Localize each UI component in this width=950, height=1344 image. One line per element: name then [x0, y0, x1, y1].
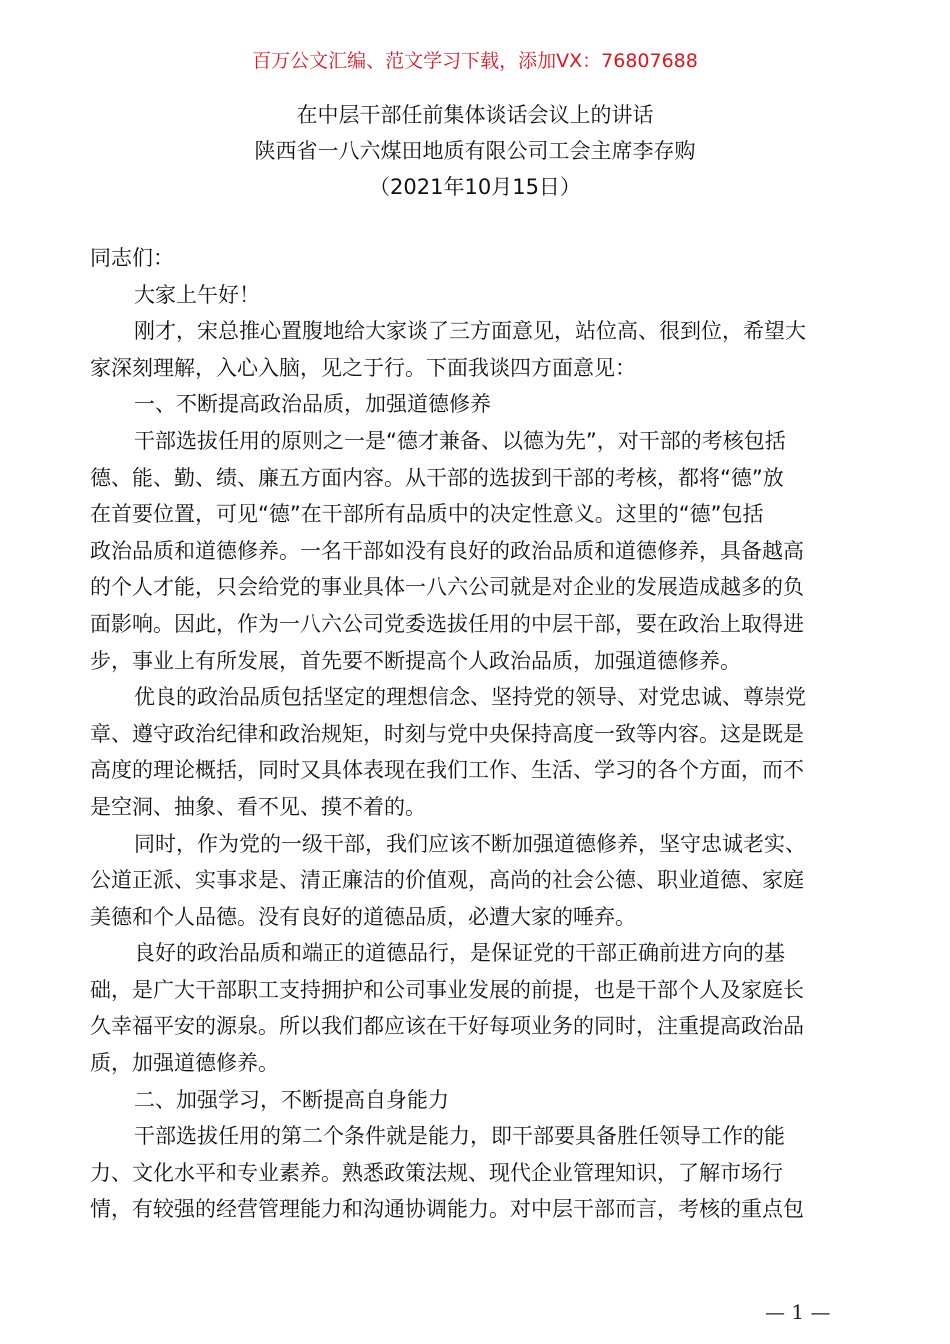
text-line: 同时，作为党的一级干部，我们应该不断加强道德修养，坚守忠诚老实、 [134, 831, 806, 856]
text-line: 刚才，宋总推心置腹地给大家谈了三方面意见，站位高、很到位，希望大 [134, 319, 806, 344]
text-line: 力、文化水平和专业素养。熟悉政策法规、现代企业管理知识，了解市场行 [90, 1160, 783, 1185]
text-line: 同志们： [90, 246, 174, 270]
text-line: 公道正派、实事求是、清正廉洁的价值观，高尚的社会公德、职业道德、家庭 [90, 868, 804, 893]
text-line: 步，事业上有所发展，首先要不断提高个人政治品质，加强道德修养。 [90, 648, 741, 673]
text-line: 美德和个人品德。没有良好的道德品质，必遭大家的唾弃。 [90, 904, 636, 929]
text-line: 面影响。因此，作为一八六公司党委选拔任用的中层干部，要在政治上取得进 [90, 611, 804, 636]
date-line: （2021年10月15日） [369, 175, 581, 199]
text-line: 家深刻理解，入心入脑，见之于行。下面我谈四方面意见： [90, 355, 636, 380]
text-line: 德、能、勤、绩、廉五方面内容。从干部的选拔到干部的考核，都将“德”放 [90, 465, 784, 490]
text-line: 干部选拔任用的原则之一是“德才兼备、以德为先”，对干部的考核包括 [134, 428, 786, 453]
text-line: 质，加强道德修养。 [90, 1051, 279, 1076]
text-line: 情，有较强的经营管理能力和沟通协调能力。对中层干部而言，考核的重点包 [90, 1197, 804, 1222]
speaker-line: 陕西省一八六煤田地质有限公司工会主席李存购 [254, 139, 696, 163]
text-line: 大家上午好！ [134, 282, 260, 307]
text-line: 二、加强学习，不断提高自身能力 [134, 1087, 449, 1112]
text-line: 础，是广大干部职工支持拥护和公司事业发展的前提，也是干部个人及家庭长 [90, 977, 804, 1002]
text-line: 的个人才能，只会给党的事业具体一八六公司就是对企业的发展造成越多的负 [90, 575, 804, 600]
text-line: 一、不断提高政治品质，加强道德修养 [134, 392, 491, 417]
document-body [90, 240, 860, 1228]
watermark-banner: 百万公文汇编、范文学习下载，添加VX：76807688 [252, 50, 698, 72]
text-line: 良好的政治品质和端正的道德品行，是保证党的干部正确前进方向的基 [134, 941, 785, 966]
document-header [0, 97, 950, 205]
text-line: 优良的政治品质包括坚定的理想信念、坚持党的领导、对党忠诚、尊崇党 [134, 685, 806, 710]
page-number: — 1 — [765, 1300, 831, 1324]
text-line: 章、遵守政治纪律和政治规矩，时刻与党中央保持高度一致等内容。这是既是 [90, 721, 804, 746]
text-line: 久幸福平安的源泉。所以我们都应该在干好每项业务的同时，注重提高政治品 [90, 1014, 804, 1039]
text-line: 在首要位置，可见“德”在干部所有品质中的决定性意义。这里的“德”包括 [90, 502, 764, 527]
text-line: 高度的理论概括，同时又具体表现在我们工作、生活、学习的各个方面，而不 [90, 758, 804, 783]
text-line: 政治品质和道德修养。一名干部如没有良好的政治品质和道德修养，具备越高 [90, 538, 804, 563]
document-title: 在中层干部任前集体谈话会议上的讲话 [296, 103, 654, 127]
text-line: 是空洞、抽象、看不见、摸不着的。 [90, 794, 426, 819]
text-line: 干部选拔任用的第二个条件就是能力，即干部要具备胜任领导工作的能 [134, 1124, 785, 1149]
